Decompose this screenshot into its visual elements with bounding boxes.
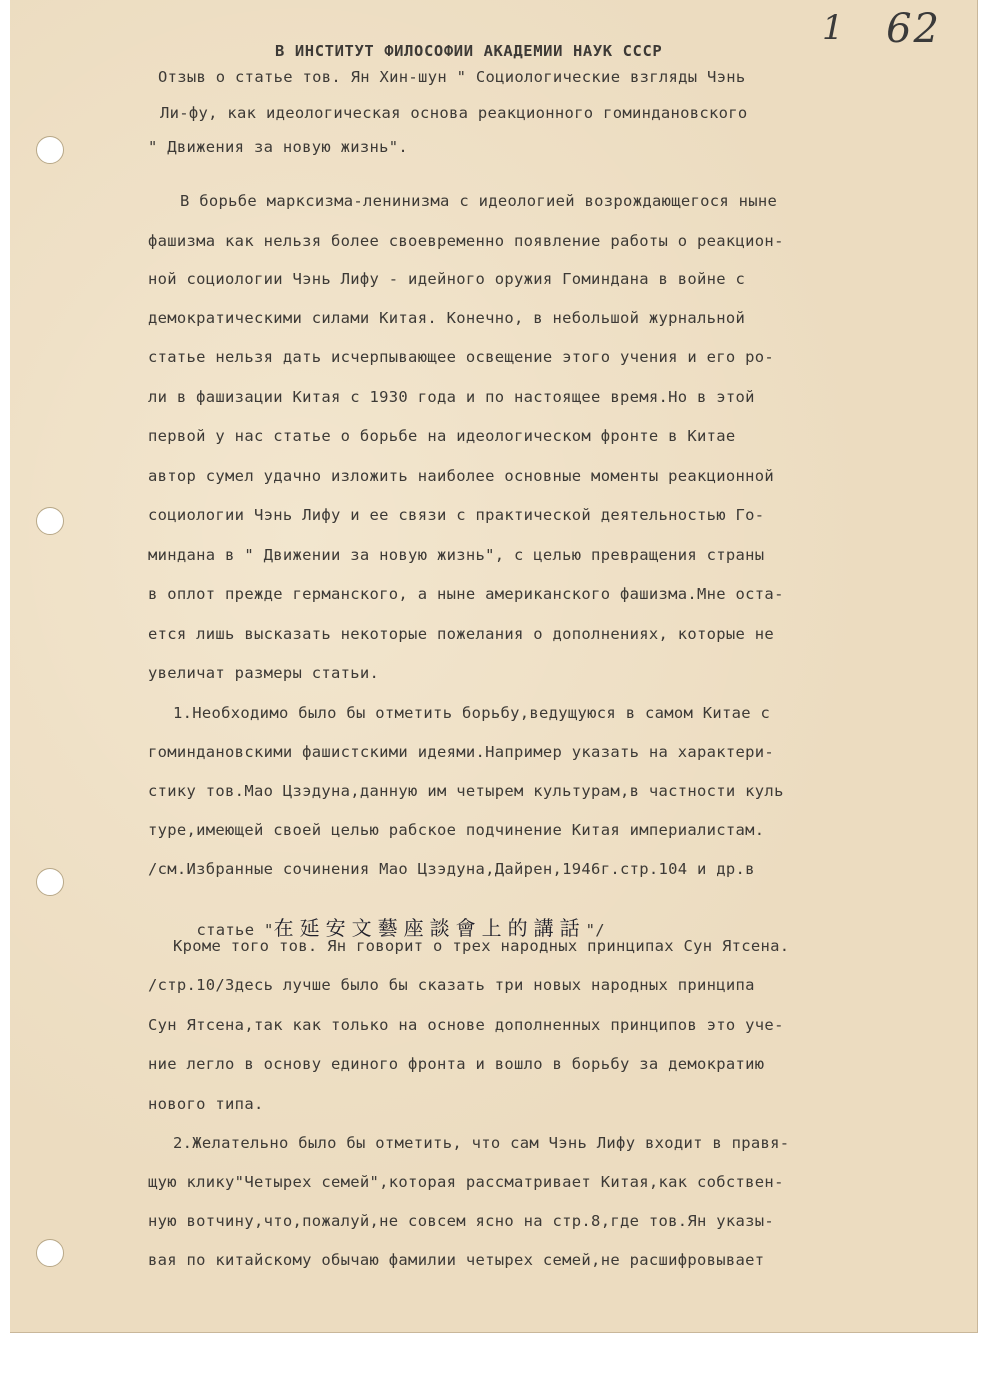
text-line: стику тов.Мао Цзэдуна,данную им четырем культурам,в частности куль xyxy=(148,782,784,800)
text-line: Ли-фу, как идеологическая основа реакционного гоминдановского xyxy=(160,104,748,122)
text-line: /стр.10/Здесь лучше было бы сказать три новых народных принципа xyxy=(148,976,755,994)
text-line: социологии Чэнь Лифу и ее связи с практической деятельностью Го- xyxy=(148,506,765,524)
text-line: в оплот прежде германского, а ныне американского фашизма.Мне оста- xyxy=(148,585,784,603)
text-line: щую клику"Четырех семей",которая рассматривает Китая,как собствен- xyxy=(148,1173,784,1191)
handwritten-chinese-title: 在延安文藝座談會上的講話 xyxy=(273,916,586,940)
sheet-number: 1 xyxy=(822,8,844,48)
text-line: вая по китайскому обычаю фамилии четырех семей,не расшифровывает xyxy=(148,1251,765,1269)
text-line: /см.Избранные сочинения Мао Цзэдуна,Дайрен,1946г.стр.104 и др.в xyxy=(148,860,755,878)
text-line: ной социологии Чэнь Лифу - идейного оружия Гоминдана в войне с xyxy=(148,270,746,288)
page-number: 62 xyxy=(886,6,941,52)
body-text xyxy=(10,0,977,1332)
text-line: гоминдановскими фашистскими идеями.Например указать на характери- xyxy=(148,743,775,761)
text-line: " Движения за новую жизнь". xyxy=(148,138,409,156)
text-line: Отзыв о статье тов. Ян Хин-шун " Социологические взгляды Чэнь xyxy=(158,68,746,86)
citation-line xyxy=(158,894,605,959)
text-line: миндана в " Движении за новую жизнь", с целью превращения страны xyxy=(148,546,765,564)
text-line: ется лишь высказать некоторые пожелания о дополнениях, которые не xyxy=(148,625,775,643)
text-line: первой у нас статье о борьбе на идеологическом фронте в Китае xyxy=(148,427,736,445)
document-page xyxy=(10,0,978,1333)
text-line: 1.Необходимо было бы отметить борьбу,ведущуюся в самом Китае с xyxy=(173,704,771,722)
text-line: Сун Ятсена,так как только на основе дополненных принципов это уче- xyxy=(148,1016,784,1034)
text-line: автор сумел удачно изложить наиболее основные моменты реакционной xyxy=(148,467,775,485)
text-line: В борьбе марксизма-ленинизма с идеологией возрождающегося ныне xyxy=(180,192,778,210)
text-line: ние легло в основу единого фронта и вошло в борьбу за демократию xyxy=(148,1055,765,1073)
text-line: ную вотчину,что,пожалуй,не совсем ясно на стр.8,где тов.Ян указы- xyxy=(148,1212,775,1230)
text-line: ли в фашизации Китая с 1930 года и по настоящее время.Но в этой xyxy=(148,388,755,406)
document-heading: В ИНСТИТУТ ФИЛОСОФИИ АКАДЕМИИ НАУК СССР xyxy=(275,42,663,60)
text-line: демократическими силами Китая. Конечно, в небольшой журнальной xyxy=(148,309,746,327)
text-line: увеличат размеры статьи. xyxy=(148,664,380,682)
text-line: Кроме того тов. Ян говорит о трех народных принципах Сун Ятсена. xyxy=(173,937,790,955)
text-line: фашизма как нельзя более своевременно появление работы о реакцион- xyxy=(148,232,784,250)
citation-suffix: "/ xyxy=(585,921,605,939)
text-line: туре,имеющей своей целью рабское подчинение Китая империалистам. xyxy=(148,821,765,839)
text-line: 2.Желательно было бы отметить, что сам Чэнь Лифу входит в правя- xyxy=(173,1134,790,1152)
citation-prefix: статье " xyxy=(196,921,274,939)
text-line: статье нельзя дать исчерпывающее освещение этого учения и его ро- xyxy=(148,348,775,366)
text-line: нового типа. xyxy=(148,1095,264,1113)
